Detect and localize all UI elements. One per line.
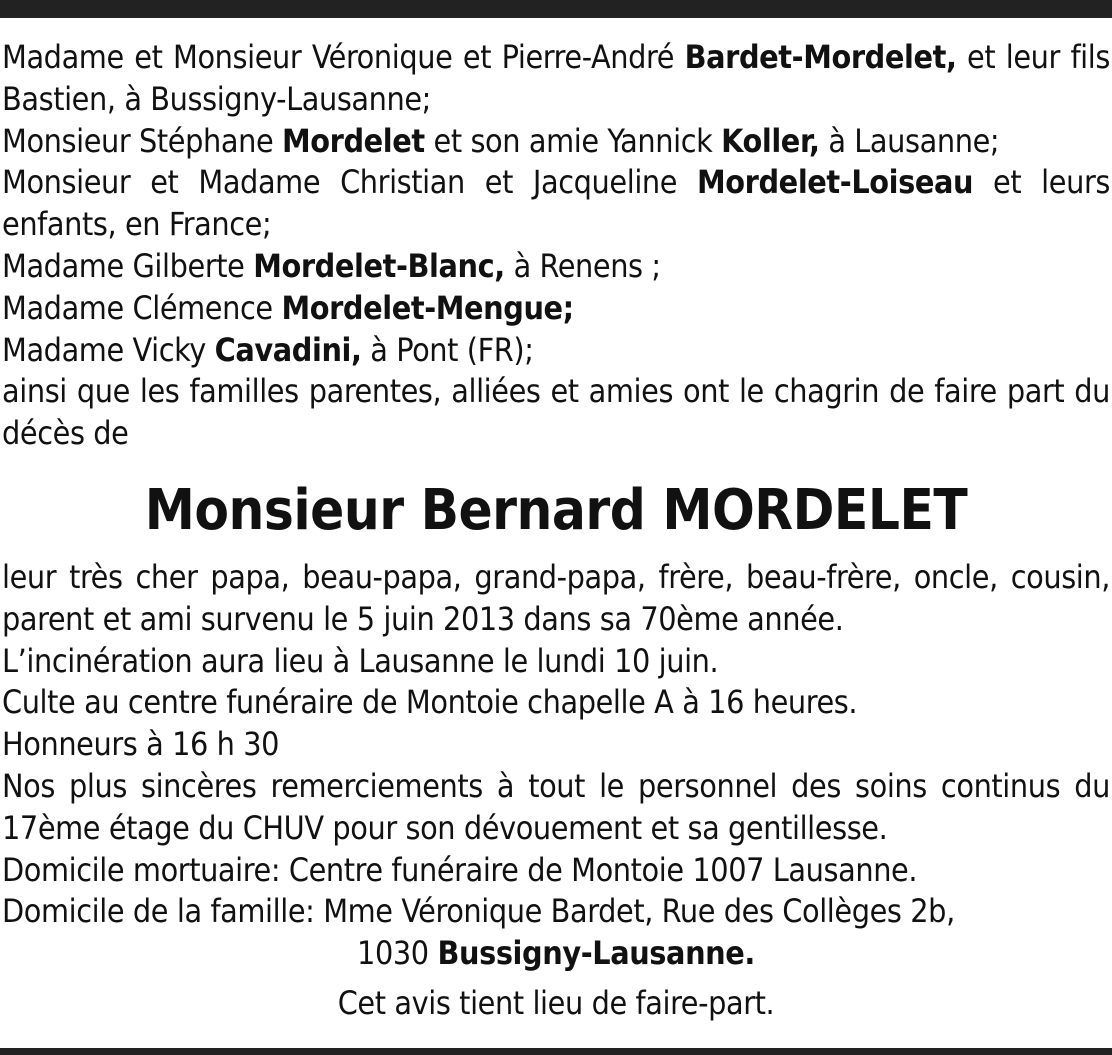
text-segment: Honneurs à 16 h 30 <box>2 725 280 764</box>
text-segment: leur très cher papa, beau-papa, grand-papa, frère, beau-frère, oncle, cousin, parent et ami survenu le 5 juin 2013 dans sa 70ème année. <box>2 557 1110 638</box>
family-address-town <box>2 933 1110 975</box>
detail-line <box>2 557 1110 641</box>
text-segment: Nos plus sincères remerciements à tout le personnel des soins continus du 17ème étage du CHUV pour son dévouement et sa gentillesse. <box>2 766 1110 847</box>
text-segment: et son amie Yannick <box>424 121 722 160</box>
text-segment: à Renens ; <box>504 246 661 285</box>
family-line <box>2 371 1110 455</box>
text-segment: Madame Gilberte <box>2 246 254 285</box>
funeral-details <box>2 557 1110 891</box>
detail-line <box>2 766 1110 850</box>
family-address-line: Domicile de la famille: Mme Véronique Bardet, Rue des Collèges 2b, <box>2 892 955 931</box>
family-address <box>2 891 1110 975</box>
text-segment: Culte au centre funéraire de Montoie chapelle A à 16 heures. <box>2 683 858 722</box>
bold-name: Koller, <box>721 121 820 160</box>
detail-line <box>2 850 1110 892</box>
detail-line <box>2 641 1110 683</box>
text-segment: à Pont (FR); <box>361 330 534 369</box>
text-segment: ainsi que les familles parentes, alliées et amies ont le chagrin de faire part du décès de <box>2 372 1110 453</box>
text-segment: Madame et Monsieur Véronique et Pierre-André <box>2 38 685 76</box>
bold-name: Mordelet <box>282 121 425 160</box>
text-segment: Monsieur Stéphane <box>2 121 283 160</box>
bold-name: Mordelet-Mengue; <box>281 288 574 327</box>
text-segment: à Lausanne; <box>819 121 1000 160</box>
family-line <box>2 162 1110 246</box>
text-segment: et leur fils Bastien, à Bussigny-Lausanne; <box>2 38 1110 118</box>
text-segment: et leurs enfants, en France; <box>2 163 1110 244</box>
text-segment: Madame Clémence <box>2 288 282 327</box>
family-list <box>2 37 1110 455</box>
text-segment: Madame Vicky <box>2 330 215 369</box>
family-line <box>2 288 1110 330</box>
bottom-rule <box>0 1048 1112 1055</box>
bold-name: Cavadini, <box>214 330 362 369</box>
closing-note: Cet avis tient lieu de faire-part. <box>337 983 775 1022</box>
death-notice <box>2 37 1110 1025</box>
text-segment: L’incinération aura lieu à Lausanne le lundi 10 juin. <box>2 641 719 680</box>
family-line <box>2 246 1110 288</box>
family-line <box>2 37 1110 121</box>
family-address-town-name: Bussigny-Lausanne. <box>437 934 755 973</box>
text-segment: Domicile mortuaire: Centre funéraire de Montoie 1007 Lausanne. <box>2 850 918 889</box>
text-segment: Monsieur et Madame Christian et Jacqueline <box>2 163 698 202</box>
detail-line <box>2 682 1110 724</box>
family-line <box>2 121 1110 163</box>
deceased-name: Monsieur Bernard MORDELET <box>144 477 968 543</box>
top-rule <box>0 0 1112 18</box>
bold-name: Mordelet-Loiseau <box>697 163 974 202</box>
detail-line <box>2 724 1110 766</box>
bold-name: Mordelet-Blanc, <box>253 246 505 285</box>
family-line <box>2 330 1110 372</box>
family-address-postcode: 1030 <box>357 934 438 973</box>
bold-name: Bardet-Mordelet, <box>684 38 957 76</box>
